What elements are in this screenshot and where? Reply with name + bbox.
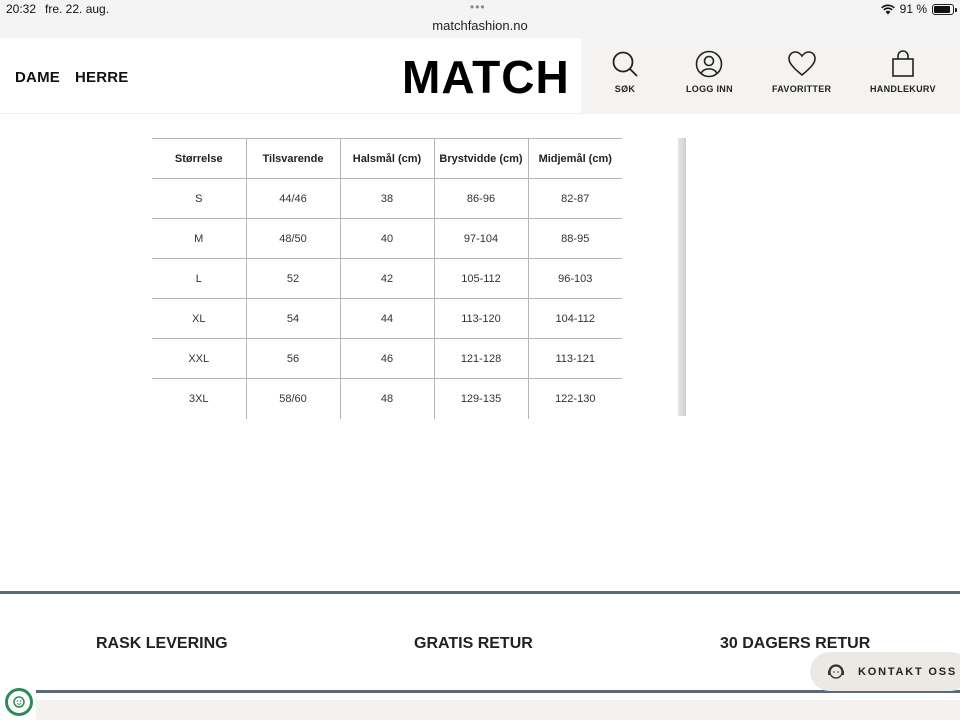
- cart-button[interactable]: [870, 50, 936, 94]
- table-cell: 54: [246, 299, 340, 339]
- table-row: [152, 299, 622, 339]
- table-cell: 121-128: [434, 339, 528, 379]
- table-cell: 86-96: [434, 179, 528, 219]
- table-row: [152, 179, 622, 219]
- col-header-equivalent: Tilsvarende: [246, 139, 340, 179]
- benefit-free-return: GRATIS RETUR: [414, 635, 533, 652]
- table-cell: 52: [246, 259, 340, 299]
- table-row: [152, 339, 622, 379]
- multitask-dots-icon[interactable]: •••: [470, 0, 486, 14]
- favorites-button[interactable]: [772, 50, 831, 94]
- benefit-30-day-return: 30 DAGERS RETUR: [720, 635, 871, 652]
- table-cell: 104-112: [528, 299, 622, 339]
- table-scroll-edge[interactable]: [678, 138, 686, 416]
- table-cell: 44/46: [246, 179, 340, 219]
- heart-icon: [787, 50, 817, 78]
- footer-strip: [36, 700, 960, 720]
- cart-label: HANDLEKURV: [870, 84, 936, 94]
- table-header-row: [152, 139, 622, 179]
- support-agent-icon: [826, 662, 846, 682]
- table-cell: 88-95: [528, 219, 622, 259]
- search-label: SØK: [614, 84, 636, 94]
- battery-percent: 91 %: [899, 2, 927, 16]
- table-cell: 122-130: [555, 392, 596, 405]
- table-cell: XXL: [152, 339, 246, 379]
- status-right: [881, 2, 954, 16]
- table-cell: L: [152, 259, 246, 299]
- table-cell: 40: [340, 219, 434, 259]
- status-date: fre. 22. aug.: [45, 2, 110, 16]
- size-chart-table: [152, 138, 622, 419]
- wifi-icon: [881, 4, 895, 15]
- table-cell: 46: [340, 339, 434, 379]
- table-cell: 129-135: [434, 379, 528, 419]
- divider: [0, 591, 960, 594]
- table-cell: 44: [340, 299, 434, 339]
- table-cell: 42: [340, 259, 434, 299]
- table-cell: 105-112: [434, 259, 528, 299]
- login-button[interactable]: [686, 50, 733, 94]
- battery-icon: [932, 4, 954, 15]
- contact-us-label: KONTAKT OSS: [858, 665, 958, 678]
- site-header: [0, 38, 960, 114]
- table-cell: 97-104: [434, 219, 528, 259]
- table-cell: 113-120: [434, 299, 528, 339]
- search-button[interactable]: [611, 50, 639, 94]
- utility-nav: [581, 38, 960, 114]
- status-bar: [0, 0, 960, 38]
- site-logo[interactable]: MATCH: [402, 51, 570, 103]
- table-row: [152, 379, 622, 419]
- login-label: LOGG INN: [686, 84, 733, 94]
- nav-herre[interactable]: HERRE: [74, 69, 129, 86]
- favorites-label: FAVORITTER: [772, 84, 832, 94]
- table-cell: M: [152, 219, 246, 259]
- address-bar-url[interactable]: matchfashion.no: [432, 18, 528, 33]
- table-row: [152, 219, 622, 259]
- table-cell: XL: [152, 299, 246, 339]
- nav-dame[interactable]: DAME: [15, 69, 60, 86]
- search-icon: [611, 50, 639, 78]
- col-header-chest: Brystvidde (cm): [434, 139, 528, 179]
- table-cell: 56: [246, 339, 340, 379]
- table-cell: 48/50: [246, 219, 340, 259]
- col-header-neck: Halsmål (cm): [340, 139, 434, 179]
- col-header-size: Størrelse: [152, 139, 246, 179]
- contact-us-button[interactable]: [810, 652, 960, 691]
- table-cell: 3XL: [152, 379, 246, 419]
- status-time: 20:32: [6, 2, 37, 16]
- table-cell: 38: [340, 179, 434, 219]
- table-row: [152, 259, 622, 299]
- table-cell: 58/60: [246, 379, 340, 419]
- eco-badge-icon[interactable]: [5, 688, 33, 716]
- col-header-waist: Midjemål (cm): [528, 139, 622, 179]
- divider: [36, 690, 960, 693]
- table-cell: 113-121: [528, 339, 622, 379]
- user-icon: [695, 50, 723, 78]
- benefit-fast-delivery: RASK LEVERING: [96, 635, 228, 652]
- main-nav: [15, 69, 128, 86]
- shopping-bag-icon: [891, 50, 915, 78]
- table-cell: 96-103: [528, 259, 622, 299]
- table-cell: S: [152, 179, 246, 219]
- table-cell: 82-87: [528, 179, 622, 219]
- table-cell: 48: [340, 379, 434, 419]
